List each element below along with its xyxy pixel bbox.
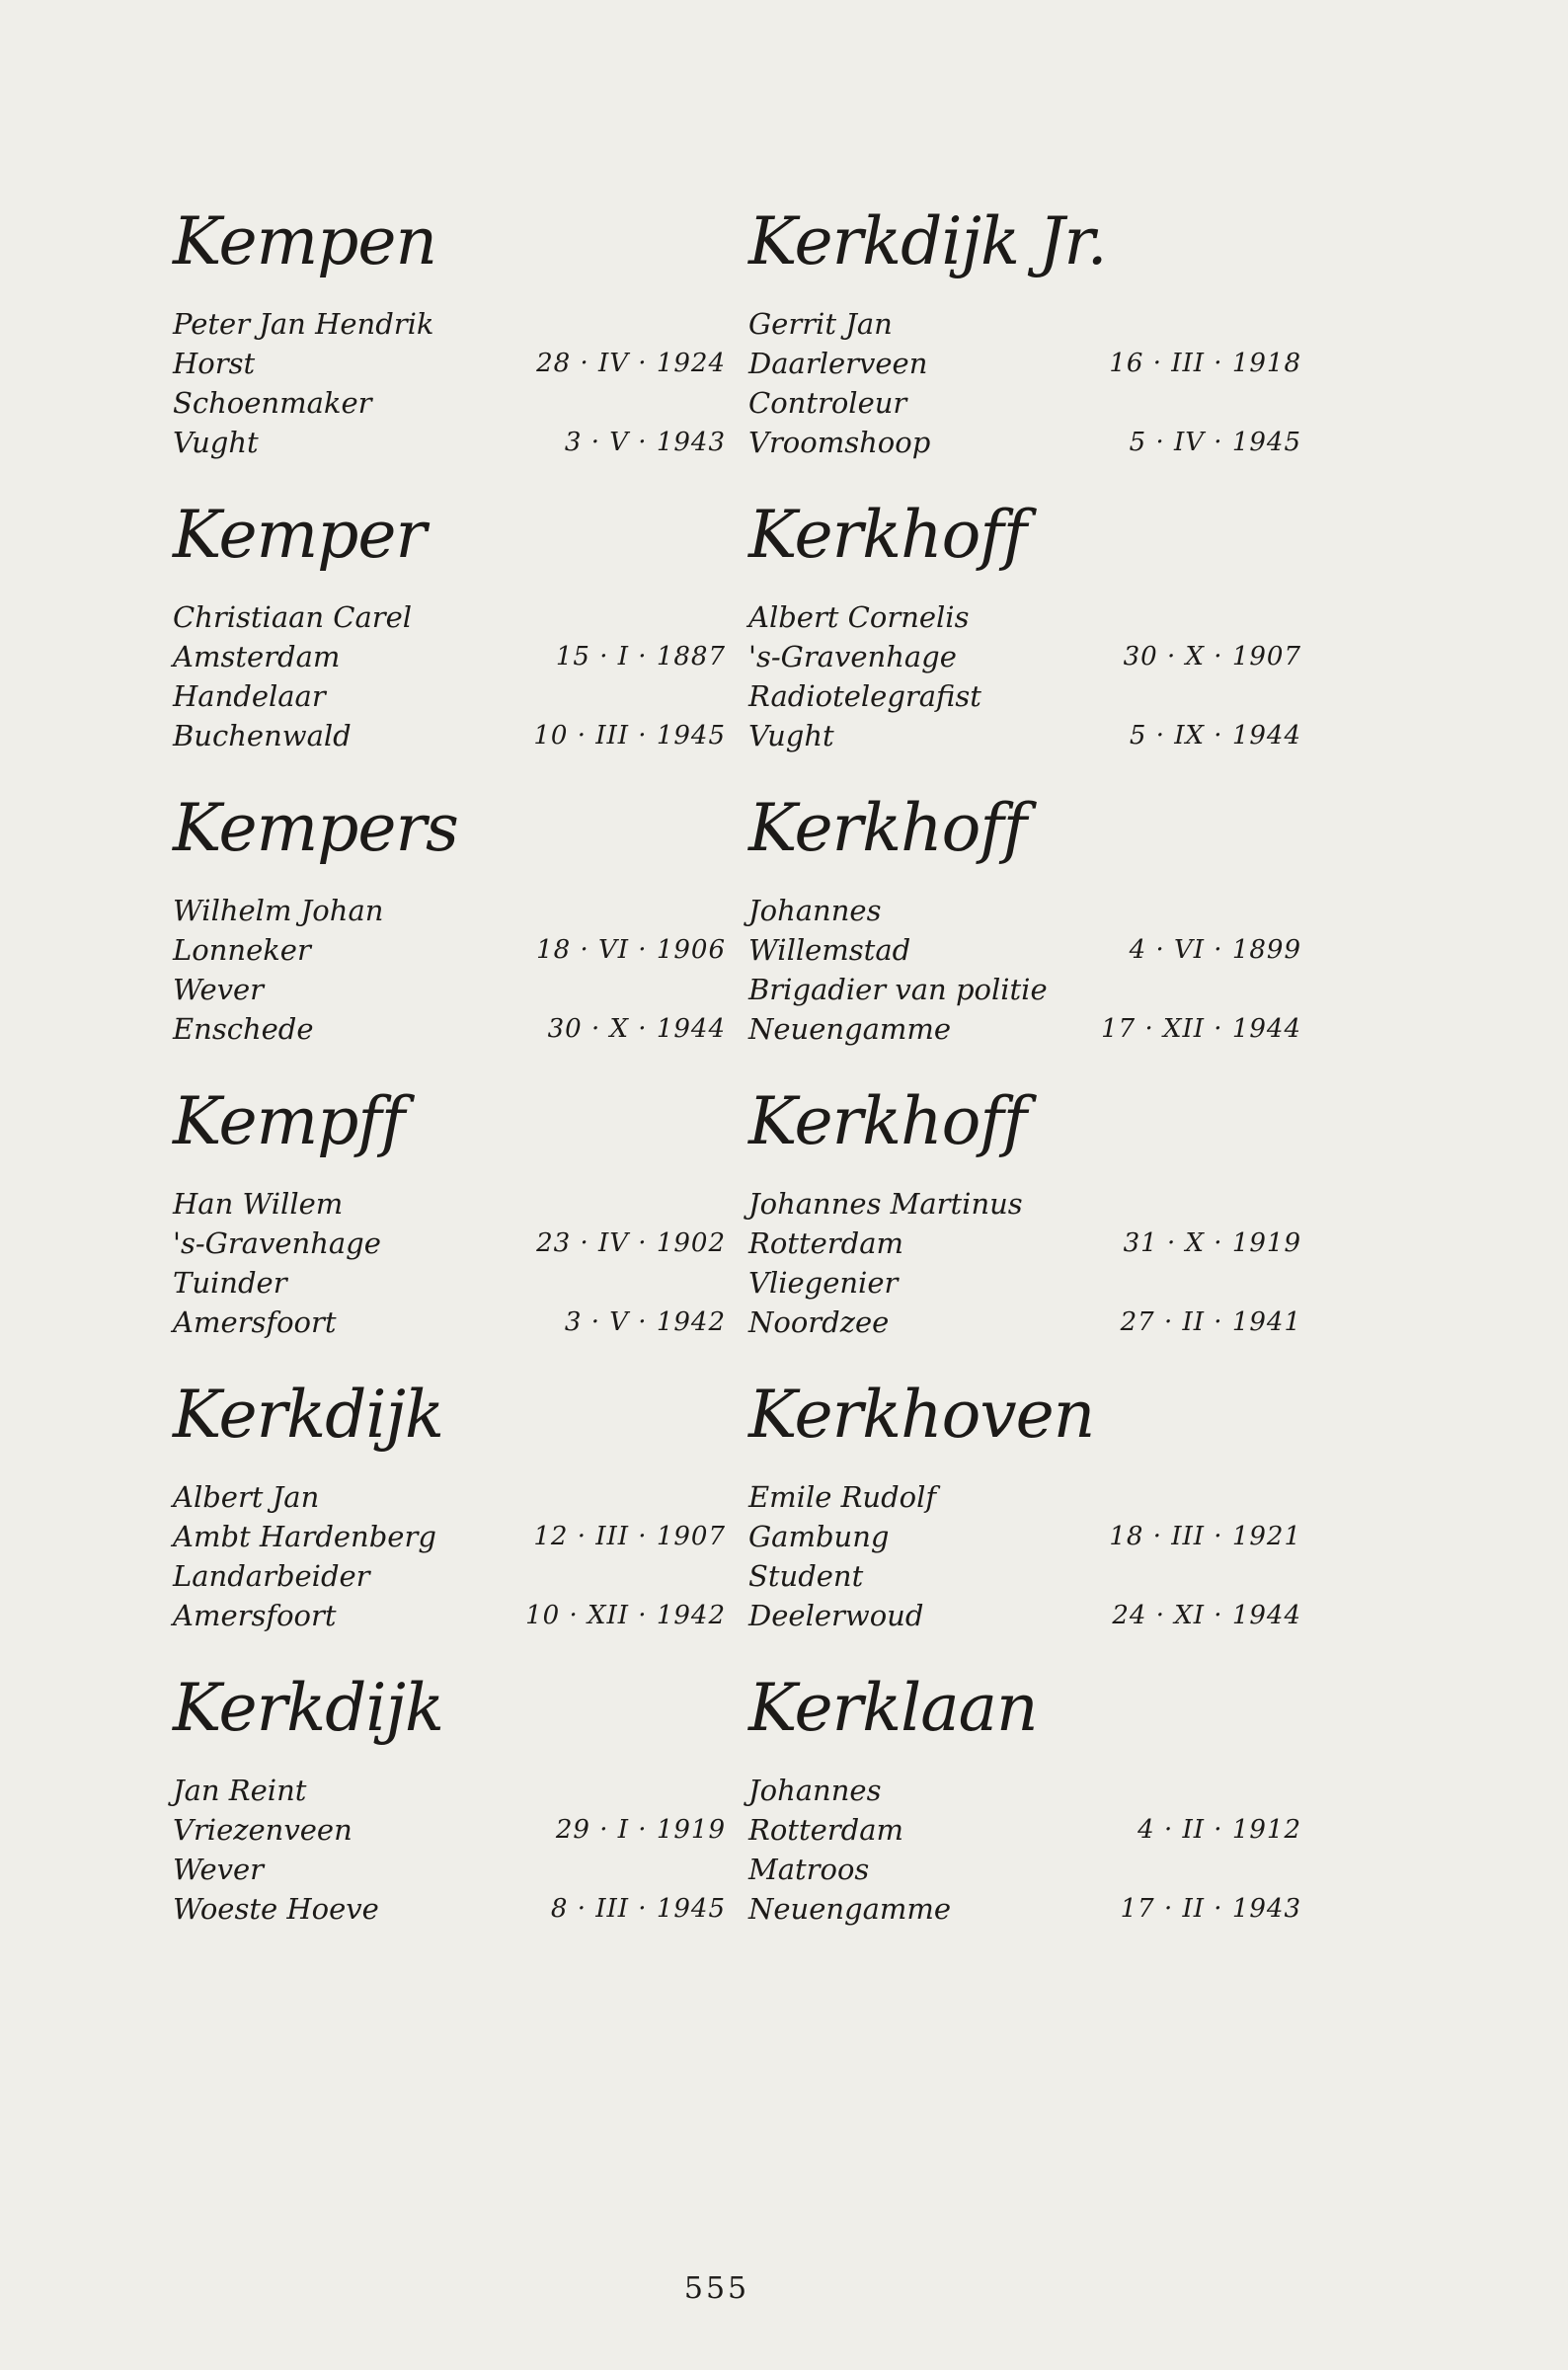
- surname-heading: Kerklaan: [748, 1670, 1038, 1746]
- birth-row: [748, 637, 1301, 676]
- birth-place: 's-Gravenhage: [173, 1226, 381, 1260]
- birth-date: 4 · II · 1912: [1137, 1815, 1301, 1845]
- occupation-row: [748, 970, 1301, 1009]
- given-names: Albert Cornelis: [748, 600, 970, 634]
- death-date: 5 · IX · 1944: [1129, 721, 1301, 750]
- occupation-row: [173, 970, 726, 1009]
- surname-heading: Kerkdijk: [173, 1377, 443, 1453]
- surname-heading: Kerkhoff: [748, 790, 1027, 866]
- memorial-entry: [173, 1664, 726, 1957]
- death-row: [173, 423, 726, 462]
- occupation: Brigadier van politie: [748, 973, 1048, 1006]
- occupation: Radiotelegrafist: [748, 679, 981, 713]
- birth-row: [748, 1224, 1301, 1263]
- death-place: Woeste Hoeve: [173, 1892, 379, 1926]
- death-date: 10 · III · 1945: [533, 721, 726, 750]
- death-place: Amersfoort: [173, 1305, 337, 1339]
- given-names: Wilhelm Johan: [173, 894, 384, 927]
- birth-date: 15 · I · 1887: [555, 642, 726, 672]
- occupation: Matroos: [748, 1853, 870, 1886]
- birth-row: [748, 344, 1301, 383]
- birth-place: Rotterdam: [748, 1813, 903, 1847]
- occupation-row: [173, 676, 726, 716]
- surname-heading: Kerkdijk: [173, 1670, 443, 1746]
- memorial-entry: [748, 1077, 1301, 1371]
- memorial-entry: [748, 198, 1301, 491]
- given-names-row: [748, 1771, 1301, 1810]
- birth-place: Daarlerveen: [748, 347, 928, 380]
- occupation: Tuinder: [173, 1266, 287, 1300]
- birth-place: Horst: [173, 347, 256, 380]
- occupation-row: [173, 1850, 726, 1889]
- occupation-row: [748, 1556, 1301, 1596]
- memorial-entry: [173, 1077, 726, 1371]
- death-date: 3 · V · 1943: [564, 428, 726, 457]
- given-names-row: [173, 304, 726, 344]
- occupation: Landarbeider: [173, 1559, 370, 1593]
- occupation-row: [748, 1850, 1301, 1889]
- occupation-row: [748, 383, 1301, 423]
- given-names: Albert Jan: [173, 1480, 320, 1514]
- birth-date: 28 · IV · 1924: [536, 349, 726, 378]
- birth-row: [173, 1517, 726, 1556]
- page-number: 555: [683, 2271, 750, 2306]
- occupation-row: [173, 383, 726, 423]
- surname-heading: Kemper: [173, 497, 427, 573]
- birth-date: 12 · III · 1907: [533, 1522, 726, 1551]
- memorial-entry: [173, 784, 726, 1077]
- occupation: Wever: [173, 1853, 265, 1886]
- given-names: Han Willem: [173, 1187, 344, 1221]
- death-row: [748, 1009, 1301, 1049]
- given-names-row: [173, 1477, 726, 1517]
- death-row: [173, 1303, 726, 1342]
- birth-place: Amsterdam: [173, 640, 341, 673]
- memorial-entry: [748, 1664, 1301, 1957]
- given-names-row: [173, 891, 726, 930]
- death-place: Amersfoort: [173, 1599, 337, 1632]
- death-date: 17 · XII · 1944: [1101, 1014, 1301, 1044]
- memorial-entry: [748, 491, 1301, 784]
- given-names: Johannes Martinus: [748, 1187, 1023, 1221]
- given-names: Peter Jan Hendrik: [173, 307, 434, 341]
- death-row: [748, 423, 1301, 462]
- death-date: 3 · V · 1942: [564, 1307, 726, 1337]
- occupation-row: [748, 676, 1301, 716]
- occupation: Controleur: [748, 386, 907, 420]
- surname-heading: Kempen: [173, 203, 436, 279]
- memorial-entry: [173, 198, 726, 491]
- memorial-entry: [173, 1371, 726, 1664]
- right-column: [748, 198, 1301, 1957]
- death-date: 17 · II · 1943: [1120, 1894, 1301, 1924]
- occupation-row: [748, 1263, 1301, 1303]
- surname-heading: Kempers: [173, 790, 458, 866]
- birth-row: [173, 930, 726, 970]
- birth-row: [173, 637, 726, 676]
- surname-heading: Kerkhoven: [748, 1377, 1095, 1453]
- death-date: 27 · II · 1941: [1120, 1307, 1301, 1337]
- given-names: Gerrit Jan: [748, 307, 893, 341]
- given-names-row: [173, 597, 726, 637]
- birth-row: [748, 1517, 1301, 1556]
- surname-heading: Kempff: [173, 1083, 405, 1159]
- death-place: Enschede: [173, 1012, 314, 1046]
- memorial-entry: [173, 491, 726, 784]
- birth-place: Gambung: [748, 1520, 890, 1553]
- birth-place: Ambt Hardenberg: [173, 1520, 436, 1553]
- birth-date: 18 · III · 1921: [1109, 1522, 1301, 1551]
- occupation-row: [173, 1263, 726, 1303]
- occupation: Vliegenier: [748, 1266, 899, 1300]
- birth-date: 23 · IV · 1902: [536, 1228, 726, 1258]
- birth-date: 18 · VI · 1906: [536, 935, 726, 965]
- death-row: [748, 1596, 1301, 1635]
- death-row: [173, 1009, 726, 1049]
- occupation: Wever: [173, 973, 265, 1006]
- given-names-row: [748, 304, 1301, 344]
- death-row: [748, 1303, 1301, 1342]
- birth-date: 31 · X · 1919: [1123, 1228, 1301, 1258]
- death-date: 24 · XI · 1944: [1112, 1601, 1301, 1630]
- death-row: [173, 1596, 726, 1635]
- memorial-entry: [748, 784, 1301, 1077]
- given-names-row: [748, 597, 1301, 637]
- given-names: Emile Rudolf: [748, 1480, 937, 1514]
- memorial-entry: [748, 1371, 1301, 1664]
- birth-date: 29 · I · 1919: [555, 1815, 726, 1845]
- death-place: Noordzee: [748, 1305, 890, 1339]
- given-names-row: [173, 1184, 726, 1224]
- death-place: Neuengamme: [748, 1892, 952, 1926]
- surname-heading: Kerkhoff: [748, 497, 1027, 573]
- given-names-row: [748, 891, 1301, 930]
- birth-date: 4 · VI · 1899: [1129, 935, 1301, 965]
- given-names: Christiaan Carel: [173, 600, 413, 634]
- death-date: 8 · III · 1945: [550, 1894, 726, 1924]
- death-place: Deelerwoud: [748, 1599, 924, 1632]
- occupation-row: [173, 1556, 726, 1596]
- birth-date: 30 · X · 1907: [1123, 642, 1301, 672]
- death-place: Neuengamme: [748, 1012, 952, 1046]
- birth-place: Willemstad: [748, 933, 911, 967]
- birth-row: [173, 344, 726, 383]
- birth-date: 16 · III · 1918: [1109, 349, 1301, 378]
- death-row: [173, 1889, 726, 1929]
- given-names: Jan Reint: [173, 1774, 307, 1807]
- death-date: 30 · X · 1944: [547, 1014, 726, 1044]
- birth-place: 's-Gravenhage: [748, 640, 957, 673]
- occupation: Handelaar: [173, 679, 326, 713]
- occupation: Schoenmaker: [173, 386, 372, 420]
- birth-place: Vriezenveen: [173, 1813, 353, 1847]
- death-row: [748, 1889, 1301, 1929]
- death-date: 5 · IV · 1945: [1129, 428, 1301, 457]
- death-place: Vught: [748, 719, 834, 752]
- death-date: 10 · XII · 1942: [525, 1601, 726, 1630]
- given-names-row: [748, 1184, 1301, 1224]
- birth-row: [173, 1224, 726, 1263]
- given-names-row: [173, 1771, 726, 1810]
- death-place: Buchenwald: [173, 719, 352, 752]
- given-names: Johannes: [748, 894, 882, 927]
- birth-row: [748, 930, 1301, 970]
- death-row: [173, 716, 726, 755]
- surname-heading: Kerkhoff: [748, 1083, 1027, 1159]
- left-column: [173, 198, 726, 1957]
- surname-heading: Kerkdijk Jr.: [748, 203, 1107, 279]
- death-row: [748, 716, 1301, 755]
- given-names-row: [748, 1477, 1301, 1517]
- birth-row: [173, 1810, 726, 1850]
- given-names: Johannes: [748, 1774, 882, 1807]
- birth-place: Lonneker: [173, 933, 311, 967]
- birth-row: [748, 1810, 1301, 1850]
- death-place: Vught: [173, 426, 259, 459]
- birth-place: Rotterdam: [748, 1226, 903, 1260]
- occupation: Student: [748, 1559, 864, 1593]
- death-place: Vroomshoop: [748, 426, 931, 459]
